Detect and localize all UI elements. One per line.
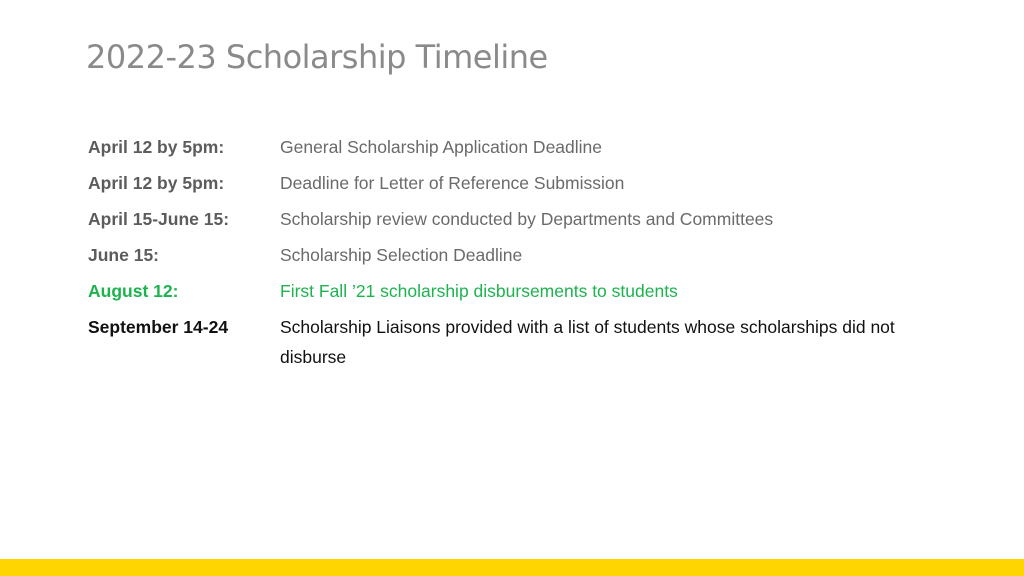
timeline-row <box>88 134 968 170</box>
timeline-description: General Scholarship Application Deadline <box>280 137 603 157</box>
timeline-date: September 14-24 <box>88 317 229 337</box>
timeline-date: April 12 by 5pm: <box>88 137 225 157</box>
timeline-row <box>88 170 968 206</box>
timeline-description: Scholarship Liaisons provided with a list of students whose scholarships did not disburse <box>280 317 895 367</box>
slide-title: 2022-23 Scholarship Timeline <box>86 38 548 76</box>
timeline-description: Scholarship Selection Deadline <box>280 245 523 265</box>
timeline-list <box>88 134 968 372</box>
timeline-row <box>88 242 968 278</box>
timeline-row <box>88 278 968 314</box>
timeline-date: June 15: <box>88 245 159 265</box>
timeline-description: Deadline for Letter of Reference Submission <box>280 173 625 193</box>
timeline-date: April 15-June 15: <box>88 209 230 229</box>
timeline-description: Scholarship review conducted by Departments and Committees <box>280 209 774 229</box>
timeline-description: First Fall ’21 scholarship disbursements to students <box>280 281 678 301</box>
timeline-row <box>88 314 968 372</box>
footer-accent-bar <box>0 559 1024 576</box>
timeline-row <box>88 206 968 242</box>
timeline-date: April 12 by 5pm: <box>88 173 225 193</box>
timeline-date: August 12: <box>88 281 179 301</box>
